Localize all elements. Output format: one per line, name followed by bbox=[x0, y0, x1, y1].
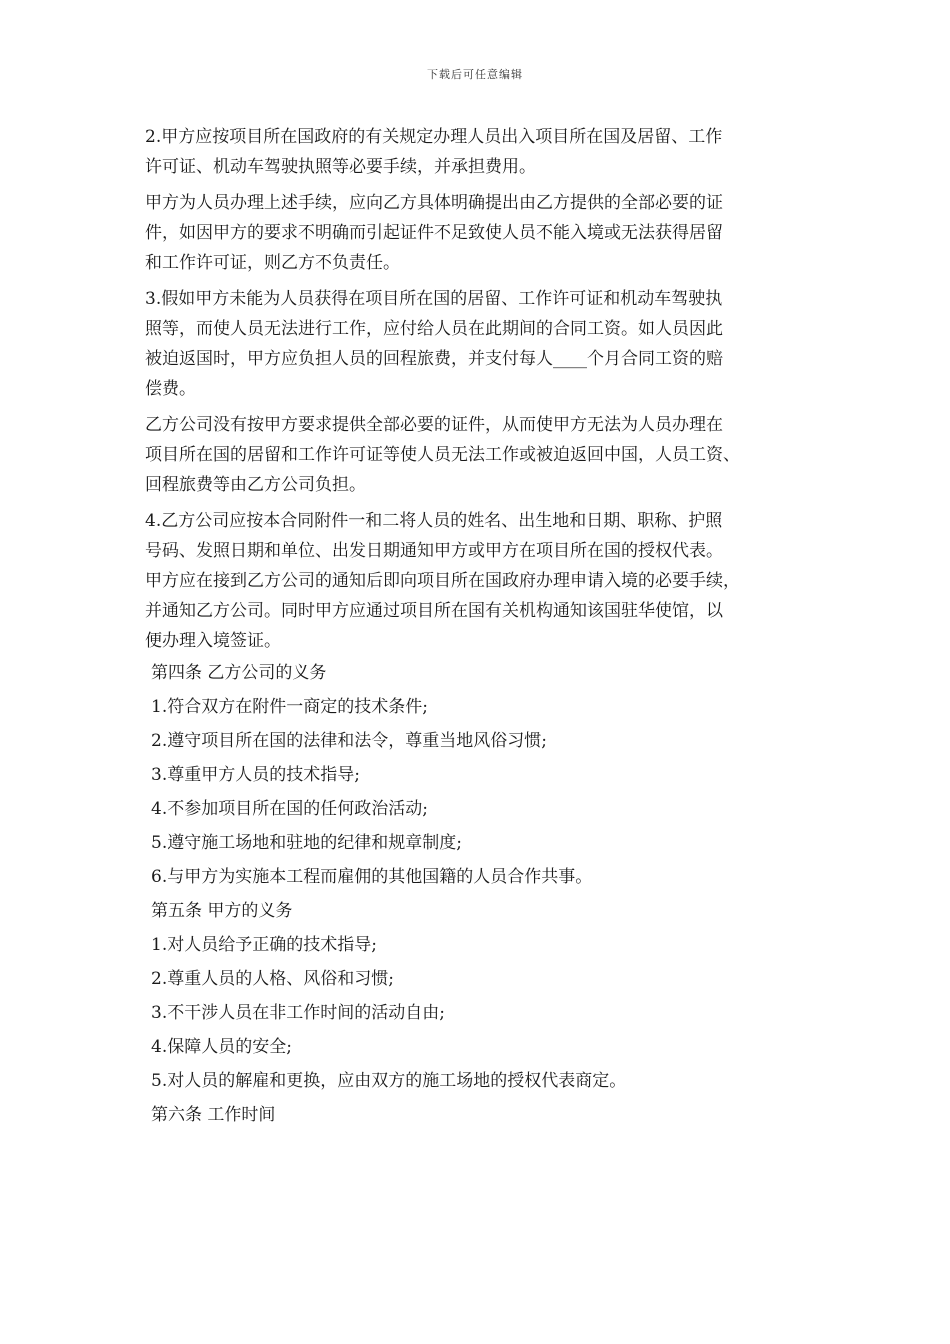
text-line: 并通知乙方公司。同时甲方应通过项目所在国有关机构通知该国驻华使馆，以 bbox=[145, 601, 723, 621]
list-item: 3.不干涉人员在非工作时间的活动自由; bbox=[151, 1003, 445, 1023]
text-line: 照等，而使人员无法进行工作，应付给人员在此期间的合同工资。如人员因此 bbox=[145, 319, 723, 339]
list-item: 4.保障人员的安全; bbox=[151, 1037, 292, 1057]
list-item: 3.尊重甲方人员的技术指导; bbox=[151, 765, 360, 785]
text-line: 4.乙方公司应按本合同附件一和二将人员的姓名、出生地和日期、职称、护照 bbox=[145, 511, 723, 531]
text-line: 3.假如甲方未能为人员获得在项目所在国的居留、工作许可证和机动车驾驶执 bbox=[145, 289, 723, 309]
document-body bbox=[145, 122, 825, 1132]
list-item: 1.符合双方在附件一商定的技术条件; bbox=[151, 697, 428, 717]
list-item: 2.尊重人员的人格、风俗和习惯; bbox=[151, 969, 394, 989]
paragraph-article-2-note bbox=[145, 188, 825, 278]
paragraph-article-2 bbox=[145, 122, 825, 182]
list-item: 6.与甲方为实施本工程而雇佣的其他国籍的人员合作共事。 bbox=[151, 867, 593, 887]
text-line: 项目所在国的居留和工作许可证等使人员无法工作或被迫返回中国，人员工资、 bbox=[145, 445, 740, 465]
paragraph-article-4 bbox=[145, 506, 825, 656]
text-line: 回程旅费等由乙方公司负担。 bbox=[145, 475, 366, 495]
text-line: 件，如因甲方的要求不明确而引起证件不足致使人员不能入境或无法获得居留 bbox=[145, 223, 723, 243]
section-heading-5: 第五条 甲方的义务 bbox=[151, 901, 293, 921]
page-header: 下载后可任意编辑 bbox=[427, 68, 523, 81]
text-line: 乙方公司没有按甲方要求提供全部必要的证件，从而使甲方无法为人员办理在 bbox=[145, 415, 723, 435]
list-item: 5.遵守施工场地和驻地的纪律和规章制度; bbox=[151, 833, 462, 853]
text-line: 甲方应在接到乙方公司的通知后即向项目所在国政府办理申请入境的必要手续， bbox=[145, 571, 740, 591]
text-line: 被迫返国时，甲方应负担人员的回程旅费，并支付每人____个月合同工资的赔 bbox=[145, 349, 723, 369]
list-item: 2.遵守项目所在国的法律和法令，尊重当地风俗习惯; bbox=[151, 731, 547, 751]
text-line: 许可证、机动车驾驶执照等必要手续，并承担费用。 bbox=[145, 157, 536, 177]
list-item: 1.对人员给予正确的技术指导; bbox=[151, 935, 377, 955]
text-line: 号码、发照日期和单位、出发日期通知甲方或甲方在项目所在国的授权代表。 bbox=[145, 541, 723, 561]
text-line: 和工作许可证，则乙方不负责任。 bbox=[145, 253, 400, 273]
list-item: 5.对人员的解雇和更换，应由双方的施工场地的授权代表商定。 bbox=[151, 1071, 627, 1091]
text-line: 便办理入境签证。 bbox=[145, 631, 281, 651]
section-heading-4: 第四条 乙方公司的义务 bbox=[151, 663, 327, 683]
section-heading-6: 第六条 工作时间 bbox=[151, 1105, 276, 1125]
text-line: 2.甲方应按项目所在国政府的有关规定办理人员出入项目所在国及居留、工作 bbox=[145, 127, 723, 147]
text-line: 偿费。 bbox=[145, 379, 196, 399]
text-line: 甲方为人员办理上述手续，应向乙方具体明确提出由乙方提供的全部必要的证 bbox=[145, 193, 723, 213]
paragraph-article-3 bbox=[145, 284, 825, 404]
list-item: 4.不参加项目所在国的任何政治活动; bbox=[151, 799, 428, 819]
paragraph-article-3-note bbox=[145, 410, 825, 500]
